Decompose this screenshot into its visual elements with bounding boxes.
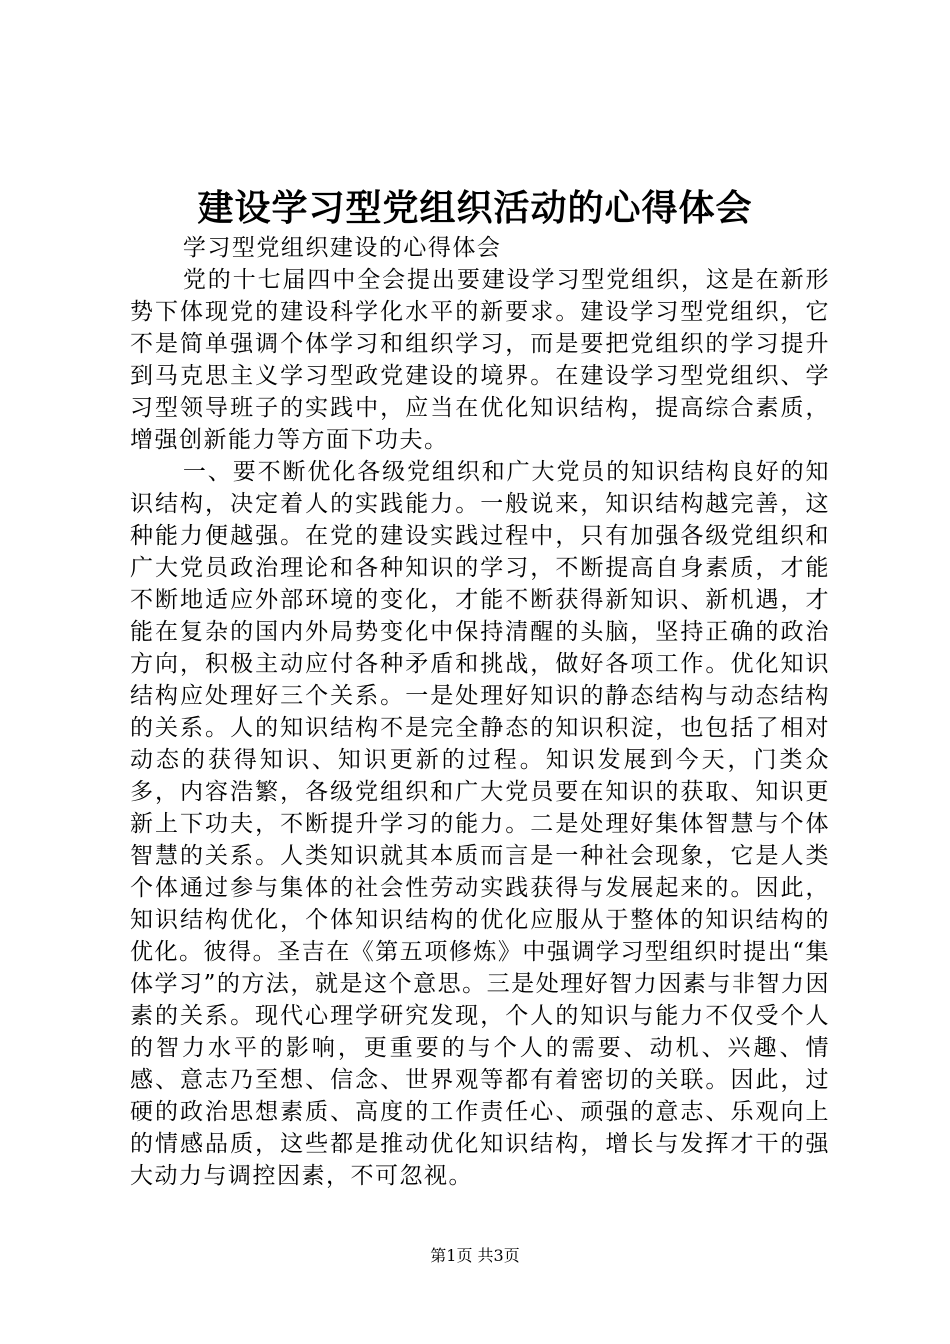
document-title: 建设学习型党组织活动的心得体会 (197, 187, 753, 229)
section-one-paragraph: 一、要不断优化各级党组织和广大党员的知识结构良好的知识结构，决定着人的实践能力。一般说来，知识结构越完善，这种能力便越强。在党的建设实践过程中，只有加强各级党组织和广大党员政治理论和各种知识的学习，不断提高自身素质，才能不断地适应外部环境的变化，才能不断获得新知识、新机遇，才能在复杂的国内外局势变化中保持清醒的头脑，坚持正确的政治方向，积极主动应付各种矛盾和挑战，做好各项工作。优化知识结构应处理好三个关系。一是处理好知识的静态结构与动态结构的关系。人的知识结构不是完全静态的知识积淀，也包括了相对动态的获得知识、知识更新的过程。知识发展到今天，门类众多，内容浩繁，各级党组织和广大党员要在知识的获取、知识更新上下功夫，不断提升学习的能力。二是处理好集体智慧与个体智慧的关系。人类知识就其本质而言是一种社会现象，它是人类个体通过参与集体的社会性劳动实践获得与发展起来的。因此，知识结构优化，个体知识结构的优化应服从于整体的知识结构的优化。彼得。圣吉在《第五项修炼》中强调学习型组织时提出“集体学习”的方法，就是这个意思。三是处理好智力因素与非智力因素的关系。现代心理学研究发现，个人的知识与能力不仅受个人的智力水平的影响，更重要的与个人的需要、动机、兴趣、情感、意志乃至想、信念、世界观等都有着密切的关联。因此，过硬的政治思想素质、高度的工作责任心、顽强的意志、乐观向上的情感品质，这些都是推动优化知识结构，增长与发挥才干的强大动力与调控因素，不可忽视。 (130, 459, 830, 1189)
document-body (130, 232, 830, 1192)
page-footer: 第1页 共3页 (430, 1246, 520, 1265)
intro-paragraph: 党的十七届四中全会提出要建设学习型党组织，这是在新形势下体现党的建设科学化水平的新要求。建设学习型党组织，它不是简单强调个体学习和组织学习，而是要把党组织的学习提升到马克思主义学习型政党建设的境界。在建设学习型党组织、学习型领导班子的实践中，应当在优化知识结构，提高综合素质，增强创新能力等方面下功夫。 (130, 267, 830, 453)
subtitle-paragraph: 学习型党组织建设的心得体会 (182, 235, 502, 261)
